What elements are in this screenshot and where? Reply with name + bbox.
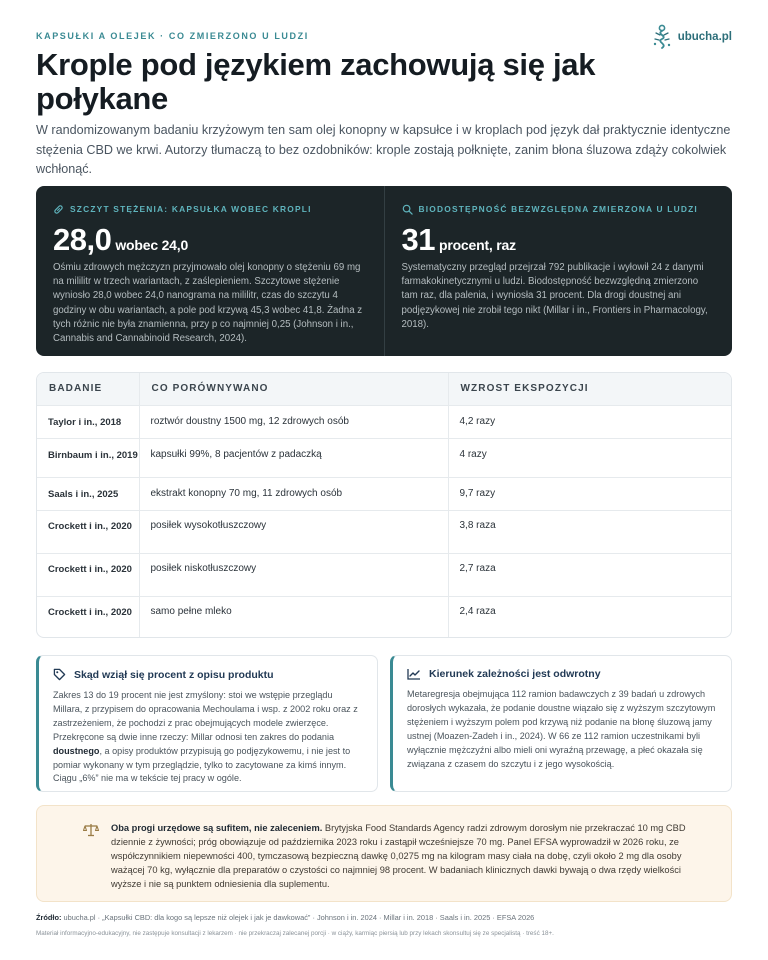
- column-header-exposure: WZROST EKSPOZYCJI: [448, 373, 731, 405]
- stat-label-text: SZCZYT STĘŻENIA: KAPSUŁKA WOBEC KROPLI: [70, 204, 312, 214]
- cell-exposure: 4,2 razy: [448, 405, 731, 438]
- studies-table: [36, 372, 732, 638]
- table-row: [37, 553, 731, 596]
- cell-exposure: 2,7 raza: [448, 553, 731, 596]
- card-title: Skąd wziął się procent z opisu produktu: [74, 668, 274, 681]
- stat-label: [402, 202, 717, 216]
- cell-compared: posiłek niskotłuszczowy: [139, 553, 448, 596]
- cell-compared: samo pełne mleko: [139, 596, 448, 638]
- cell-exposure: 9,7 razy: [448, 477, 731, 510]
- brand-name: ubucha.pl: [677, 31, 732, 43]
- table-row: [37, 477, 731, 510]
- card-text-bold: doustnego: [53, 745, 100, 756]
- cell-study: Crockett i in., 2020: [37, 596, 139, 638]
- cell-exposure: 3,8 raza: [448, 510, 731, 553]
- stat-description: Ośmiu zdrowych mężczyzn przyjmowało olej konopny o stężeniu 69 mg na mililitr w trzech wariantach, z zaślepieniem. Szczytowe stężenie wyniosło 28,0 wobec 24,0 nanograma na mililitr, czas do szczytu 4 godziny w obu wariantach, a pole pod krzywą 45,3 wobec 41,8. Żadna z tych różnic nie była znamienna, przy p co najmniej 0,25 (Johnson i in., Cannabis and Cannabinoid Research, 2024).: [53, 262, 363, 345]
- trend-chart-icon: [407, 668, 421, 680]
- lede: W randomizowanym badaniu krzyżowym ten sam olej konopny w kapsułce i w kroplach pod język dał praktycznie identyczne stężenia CBD we krwi. Autorzy tłumaczą to bez ozdobników: krople zostają połknięte, zanim błona śluzowa zdąży cokolwiek wchłonąć.: [36, 123, 731, 176]
- cell-study: Taylor i in., 2018: [37, 405, 139, 438]
- card-text: Metaregresja obejmująca 112 ramion badawczych z 39 badań u zdrowych dorosłych wykazała, że podanie doustne wiązało się z wyższym szczytowym stężeniem i wyższym polem pod krzywą niż podanie na błonę śluzową jamy ustnej (Moazen-Zadeh i in., 2024). W 66 ze 112 ramion uczestnikami byli wyłącznie mężczyźni albo mieli oni wyraźną przewagę, a płeć okazała się związana z czasem do szczytu i z jego wysokością.: [407, 689, 716, 769]
- card-heading: [407, 668, 717, 680]
- stat-value: [402, 222, 717, 258]
- cell-compared: kapsułki 99%, 8 pacjentów z padaczką: [139, 438, 448, 477]
- card-text-part: Zakres 13 do 19 procent nie jest zmyślony: stoi we wstępie przeglądu Millara, z przypisem do opracowania Mechoulama i wsp. z 2002 roku oraz z zastrzeżeniem, że pochodzi z prac obejmujących modele zwierzęce. Przekręcone są dwie inne rzeczy: Millar odnosi ten zakres do podania: [53, 690, 358, 742]
- tag-icon: [53, 668, 66, 681]
- table-row: [37, 596, 731, 638]
- cell-study: Birnbaum i in., 2019: [37, 438, 139, 477]
- cell-exposure: 4 razy: [448, 438, 731, 477]
- source-label: Źródło:: [36, 913, 62, 922]
- product-percent-card: [36, 655, 378, 792]
- cell-compared: posiłek wysokotłuszczowy: [139, 510, 448, 553]
- stat-unit: procent, raz: [438, 237, 516, 253]
- stat-peak-concentration: [36, 186, 384, 356]
- notice-body: Brytyjska Food Standards Agency radzi zdrowym dorosłym nie przekraczać 10 mg CBD dziennie z żywności; próg obowiązuje od października 2023 roku i zastąpił wcześniejsze 70 mg. Panel EFSA wyprowadził w 2026 roku, ze współczynnikiem niepewności 400, tymczasową bezpieczną dawkę 0,0275 mg na kilogram masy ciała na dobę, czyli około 2 mg dla osoby ważącej 70 kg, wyłącznie dla preparatów o czystości co najmniej 98 procent. W badaniach klinicznych dawki bywają o dwa rzędy wielkości wyższe i nie są punktem odniesienia dla suplementu.: [111, 823, 686, 889]
- card-text: [53, 689, 363, 786]
- cell-exposure: 2,4 raza: [448, 596, 731, 638]
- cell-study: Crockett i in., 2020: [37, 510, 139, 553]
- stats-panel: [36, 186, 732, 356]
- column-header-study: BADANIE: [49, 383, 103, 395]
- cell-study: Saals i in., 2025: [37, 477, 139, 510]
- notice-bold: Oba progi urzędowe są sufitem, nie zaleceniem.: [111, 823, 323, 833]
- table-row: [37, 438, 731, 477]
- brand[interactable]: [652, 24, 732, 50]
- stat-unit: wobec 24,0: [115, 237, 189, 253]
- pill-icon: [53, 204, 64, 215]
- cell-compared: roztwór doustny 1500 mg, 12 zdrowych osób: [139, 405, 448, 438]
- table-row: [37, 405, 731, 438]
- source-text: ubucha.pl · „Kapsułki CBD: dla kogo są lepsze niż olejek i jak je dawkować” · Johnson i in. 2024 · Millar i in. 2018 · Saals i in. 2025 · EFSA 2026: [61, 913, 535, 922]
- stat-description: Systematyczny przegląd przejrzał 792 publikacje i wyłowił 24 z danymi farmakokinetycznymi u ludzi. Biodostępność bezwzględną zmierzono tam raz, dla palenia, i wyniosła 31 procent. Dla drogi doustnej ani podjęzykowej nie zrobił tego nikt (Millar i in., Frontiers in Pharmacology, 2018).: [401, 262, 708, 330]
- stat-label-text: BIODOSTĘPNOŚĆ BEZWZGLĘDNA ZMIERZONA U LUDZI: [418, 204, 698, 214]
- source-line: [36, 913, 736, 922]
- logo-icon: [652, 24, 672, 50]
- column-header-compared: CO PORÓWNYWANO: [139, 373, 448, 405]
- table-header-row: [37, 373, 731, 405]
- cell-compared: ekstrakt konopny 70 mg, 11 zdrowych osób: [139, 477, 448, 510]
- stat-value: [53, 222, 368, 258]
- notice-text: [111, 822, 711, 892]
- stat-number: 28,0: [53, 222, 112, 257]
- stat-bioavailability: [384, 186, 733, 356]
- disclaimer: Materiał informacyjno-edukacyjny, nie zastępuje konsultacji z lekarzem · nie przekraczaj zalecanej porcji · w ciąży, karmiąc piersią lub przy lekach skonsultuj się ze specjalistą · treść 18+.: [36, 930, 554, 937]
- cell-study: Crockett i in., 2020: [37, 553, 139, 596]
- regulatory-notice: [36, 805, 732, 902]
- scale-icon: [83, 823, 99, 837]
- table-row: [37, 510, 731, 553]
- dependency-direction-card: [390, 655, 732, 792]
- kicker: KAPSUŁKI A OLEJEK · CO ZMIERZONO U LUDZI: [36, 31, 309, 41]
- stat-number: 31: [401, 222, 435, 257]
- card-text-part: , a opisy produktów przypisują go podjęzykowemu, i nie jest to pomiar wykonany w tym przeglądzie, tylko to zacytowane za kimś innym. Ciągu „6%” nie ma w tekście tej pracy w ogóle.: [53, 745, 351, 784]
- search-icon: [402, 204, 413, 215]
- card-heading: [53, 668, 363, 681]
- page-title: Krople pod językiem zachowują się jak połykane: [36, 47, 596, 116]
- card-title: Kierunek zależności jest odwrotny: [429, 668, 601, 680]
- stat-label: [53, 202, 368, 216]
